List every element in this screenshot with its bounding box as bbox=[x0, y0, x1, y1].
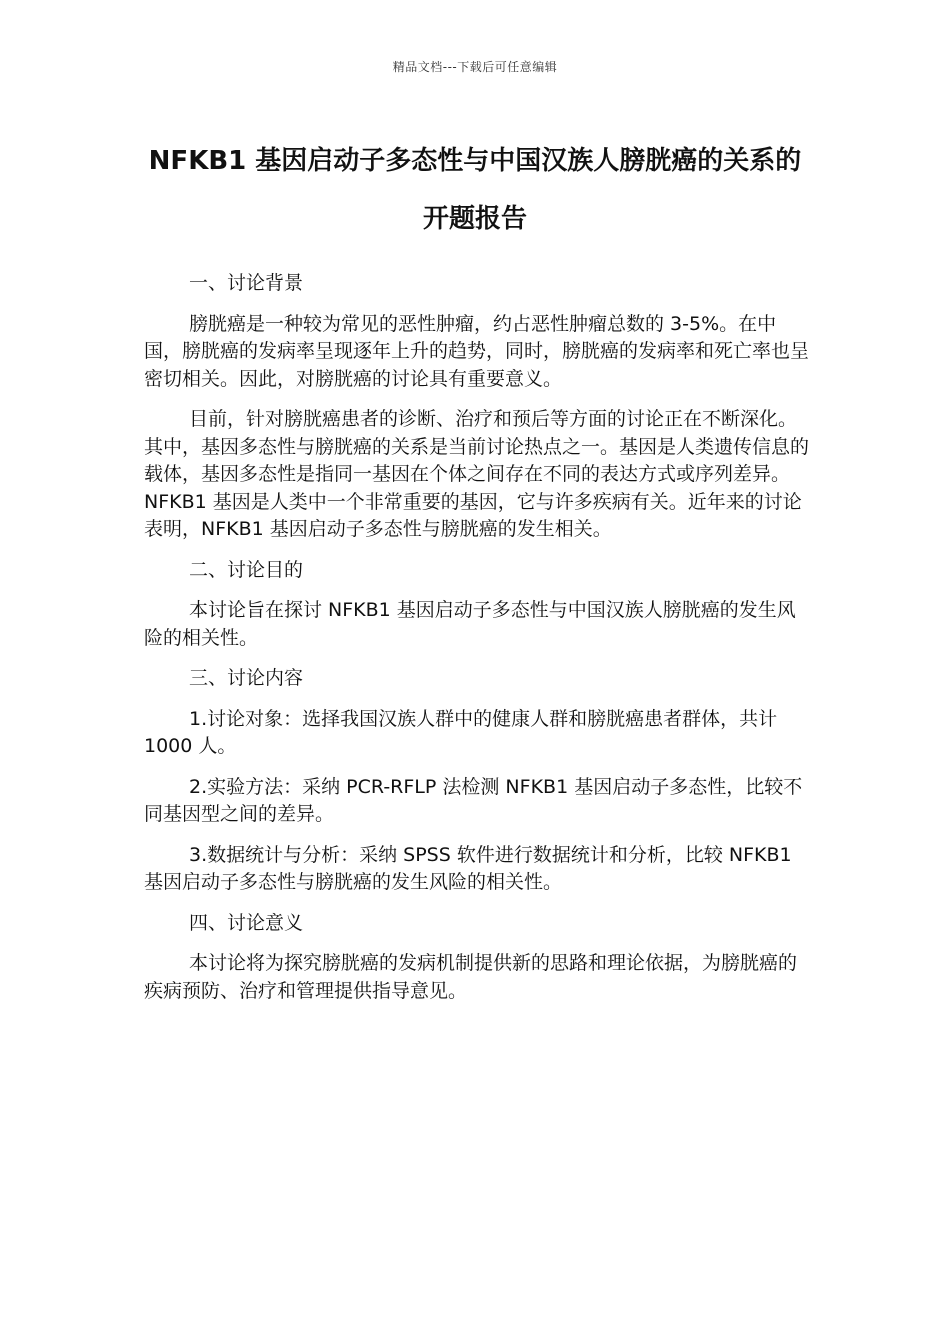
document-body bbox=[144, 270, 810, 1018]
section-heading-significance: 四、讨论意义 bbox=[189, 911, 304, 934]
paragraph-content-subjects: 1.讨论对象：选择我国汉族人群中的健康人群和膀胱癌患者群体，共计 1000 人。 bbox=[144, 707, 778, 757]
paragraph-content-statistics: 3.数据统计与分析：采纳 SPSS 软件进行数据统计和分析，比较 NFKB1 基因启动子多态性与膀胱癌的发生风险的相关性。 bbox=[144, 843, 792, 893]
paragraph-background-2: 目前，针对膀胱癌患者的诊断、治疗和预后等方面的讨论正在不断深化。其中，基因多态性与膀胱癌的关系是当前讨论热点之一。基因是人类遗传信息的载体，基因多态性是指同一基因在个体之间存在不同的表达方式或序列差异。NFKB1 基因是人类中一个非常重要的基因，它与许多疾病有关。近年来的讨论表明，NFKB1 基因启动子多态性与膀胱癌的发生相关。 bbox=[144, 408, 810, 540]
section-heading-content: 三、讨论内容 bbox=[189, 667, 304, 689]
page-header-watermark: 精品文档---下载后可任意编辑 bbox=[392, 60, 558, 74]
section-heading-purpose: 二、讨论目的 bbox=[189, 558, 304, 581]
paragraph-content-methods: 2.实验方法：采纳 PCR-RFLP 法检测 NFKB1 基因启动子多态性，比较不同基因型之间的差异。 bbox=[144, 775, 803, 825]
paragraph-significance-1: 本讨论将为探究膀胱癌的发病机制提供新的思路和理论依据，为膀胱癌的疾病预防、治疗和管理提供指导意见。 bbox=[144, 952, 798, 1002]
paragraph-background-1: 膀胱癌是一种较为常见的恶性肿瘤，约占恶性肿瘤总数的 3-5%。在中国，膀胱癌的发病率呈现逐年上升的趋势，同时，膀胱癌的发病率和死亡率也呈密切相关。因此，对膀胱癌的讨论具有重要意义。 bbox=[144, 312, 810, 390]
document-title: NFKB1 基因启动子多态性与中国汉族人膀胱癌的关系的开题报告 bbox=[148, 146, 802, 234]
paragraph-purpose-1: 本讨论旨在探讨 NFKB1 基因启动子多态性与中国汉族人膀胱癌的发生风险的相关性。 bbox=[144, 599, 796, 649]
section-heading-background: 一、讨论背景 bbox=[189, 272, 304, 294]
